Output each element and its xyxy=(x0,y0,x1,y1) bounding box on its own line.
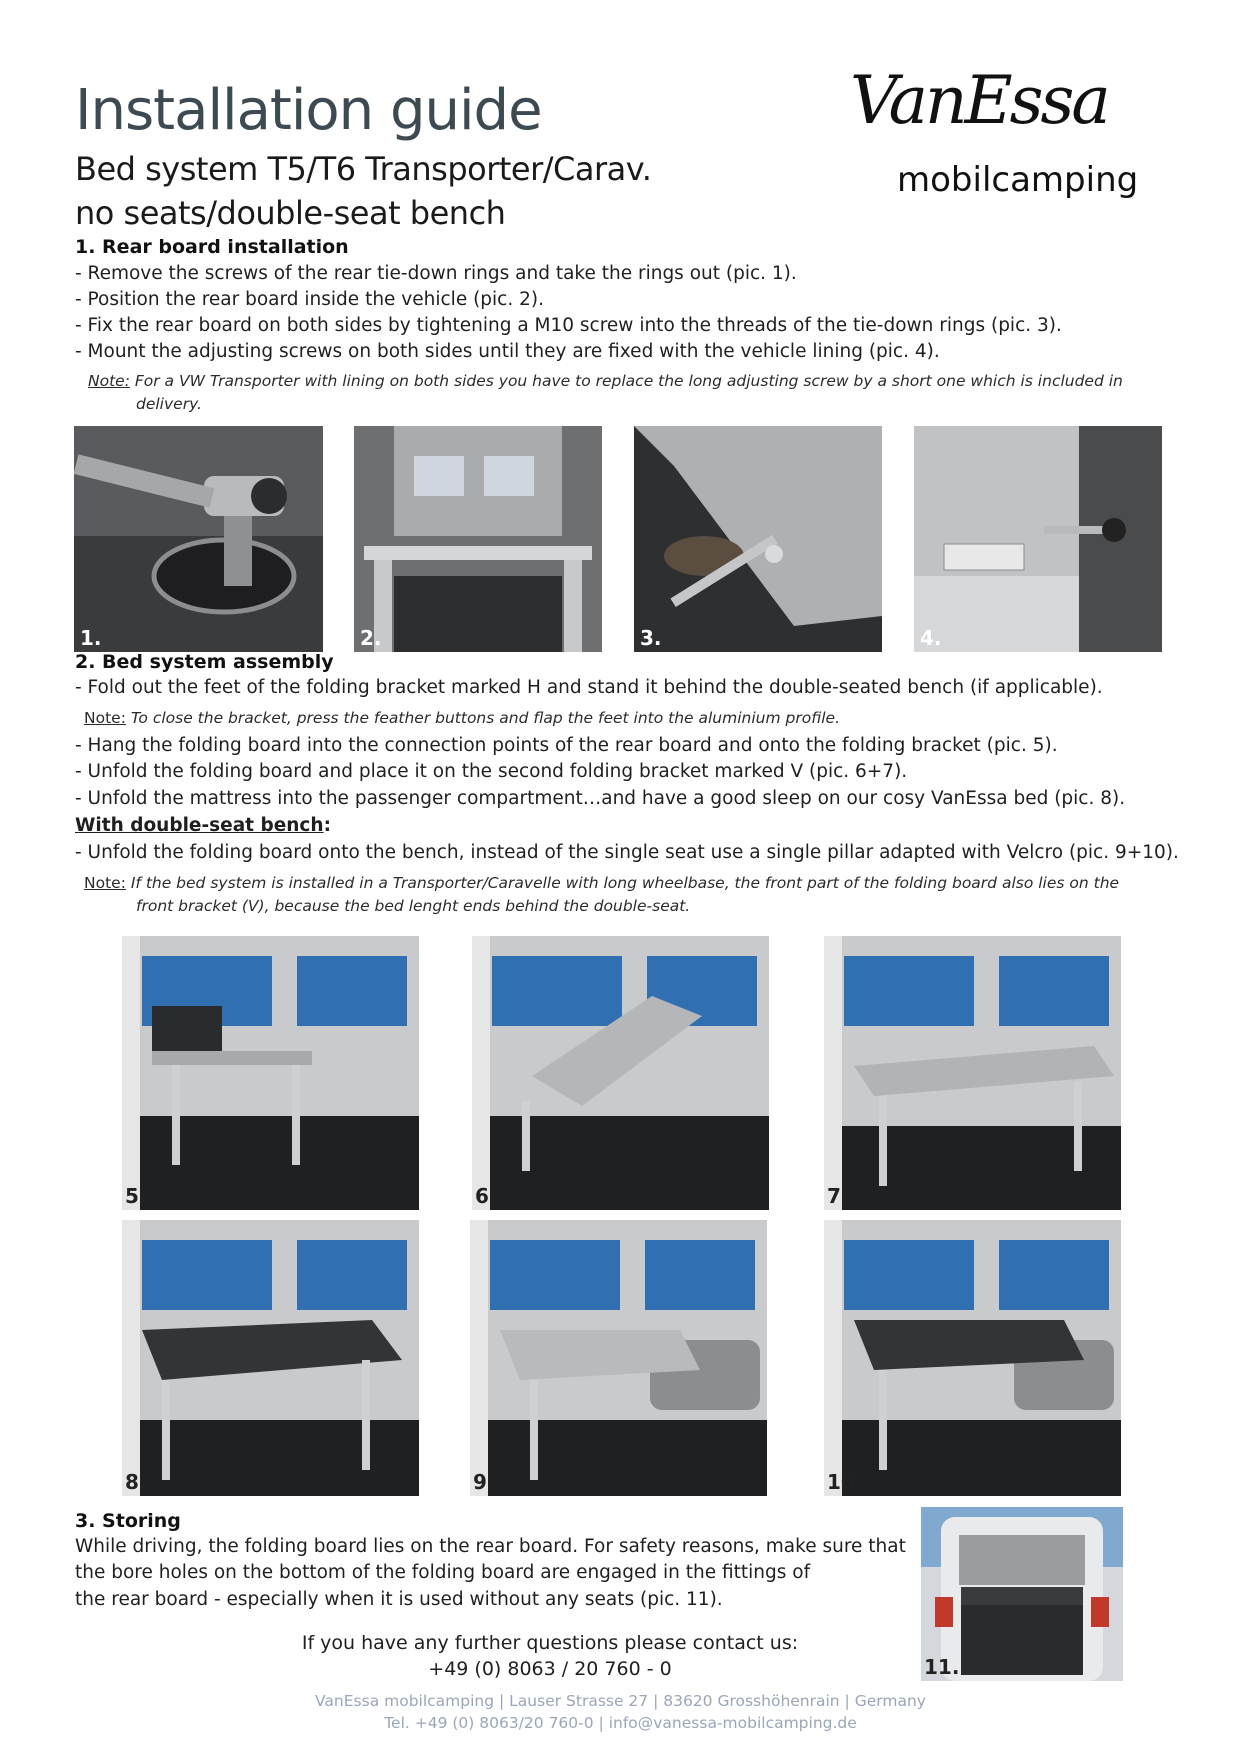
logo-subtitle: mobilcamping xyxy=(897,160,1139,200)
section2-note2 xyxy=(84,874,1119,892)
photo-11-van-rear xyxy=(921,1507,1123,1681)
footer-contact: Tel. +49 (0) 8063/20 760-0 | info@vanessa-mobilcamping.de xyxy=(384,1714,857,1732)
section1-step: - Position the rear board inside the vehicle (pic. 2). xyxy=(75,289,544,310)
section2-note2-cont: front bracket (V), because the bed lenght ends behind the double-seat. xyxy=(136,897,691,915)
section1-note xyxy=(88,372,1123,390)
photo-6-unfolding-board xyxy=(472,936,769,1210)
photo-caption: 7. xyxy=(827,1184,849,1208)
photo-4-adjusting-screw xyxy=(914,426,1162,652)
section1-note-cont: delivery. xyxy=(136,395,202,413)
photo-9-bench-board xyxy=(470,1220,767,1496)
section2-note1 xyxy=(84,709,840,727)
section3-line: the bore holes on the bottom of the folding board are engaged in the fittings of xyxy=(75,1562,811,1583)
photo-7-board-on-bracket xyxy=(824,936,1121,1210)
section3-heading: 3. Storing xyxy=(75,1510,181,1532)
section1-step: - Fix the rear board on both sides by tightening a M10 screw into the threads of the tie-down rings (pic. 3). xyxy=(75,315,1062,336)
photo-1-tie-down-ring xyxy=(74,426,323,652)
photo-10-bench-mattress xyxy=(824,1220,1121,1496)
photo-caption: 1. xyxy=(80,626,102,650)
photo-3-m10-screw xyxy=(634,426,882,652)
section2-step: - Unfold the mattress into the passenger compartment…and have a good sleep on our cosy VanEssa bed (pic. 8). xyxy=(75,788,1126,809)
section2-bench-step: - Unfold the folding board onto the bench, instead of the single seat use a single pillar adapted with Velcro (pic. 9+10). xyxy=(75,842,1179,863)
page-subtitle-line1: Bed system T5/T6 Transporter/Carav. xyxy=(75,150,652,188)
bench-heading xyxy=(75,815,331,836)
photo-caption: 5. xyxy=(125,1184,147,1208)
footer-address: VanEssa mobilcamping | Lauser Strasse 27 | 83620 Grosshöhenrain | Germany xyxy=(315,1692,926,1710)
note-label: Note: xyxy=(88,372,130,390)
photo-caption: 11. xyxy=(924,1655,960,1679)
section3-line: the rear board - especially when it is used without any seats (pic. 11). xyxy=(75,1589,723,1610)
section1-step: - Remove the screws of the rear tie-down rings and take the rings out (pic. 1). xyxy=(75,263,797,284)
section2-heading: 2. Bed system assembly xyxy=(75,651,334,673)
section2-step: - Fold out the feet of the folding bracket marked H and stand it behind the double-seated bench (if applicable). xyxy=(75,677,1103,698)
note-label: Note: xyxy=(84,874,126,892)
bench-heading-colon: : xyxy=(323,815,331,836)
note-text: For a VW Transporter with lining on both sides you have to replace the long adjusting screw by a short one which is included in xyxy=(134,372,1123,390)
photo-8-mattress xyxy=(122,1220,419,1496)
photo-caption: 10 xyxy=(827,1470,855,1494)
section1-heading: 1. Rear board installation xyxy=(75,236,349,258)
page-subtitle-line2: no seats/double-seat bench xyxy=(75,194,506,232)
page-title: Installation guide xyxy=(75,78,542,143)
photo-caption: 6. xyxy=(475,1184,497,1208)
note-text: To close the bracket, press the feather buttons and flap the feet into the aluminium profile. xyxy=(130,709,840,727)
photo-caption: 3. xyxy=(640,626,662,650)
photo-caption: 4. xyxy=(920,626,942,650)
section3-line: While driving, the folding board lies on the rear board. For safety reasons, make sure that xyxy=(75,1536,906,1557)
note-label: Note: xyxy=(84,709,126,727)
section1-step: - Mount the adjusting screws on both sides until they are fixed with the vehicle lining (pic. 4). xyxy=(75,341,940,362)
contact-line1: If you have any further questions please contact us: xyxy=(301,1632,799,1654)
note-text: If the bed system is installed in a Transporter/Caravelle with long wheelbase, the front part of the folding board also lies on the xyxy=(130,874,1120,892)
bench-heading-text: With double-seat bench xyxy=(75,815,324,836)
photo-caption: 2. xyxy=(360,626,382,650)
contact-phone: +49 (0) 8063 / 20 760 - 0 xyxy=(428,1658,672,1680)
photo-caption: 8. xyxy=(125,1470,147,1494)
logo-vanessa: VanEssa xyxy=(850,62,1108,139)
section2-step: - Unfold the folding board and place it on the second folding bracket marked V (pic. 6+7). xyxy=(75,761,908,782)
photo-5-folding-board xyxy=(122,936,419,1210)
photo-caption: 9. xyxy=(473,1470,495,1494)
section2-step: - Hang the folding board into the connection points of the rear board and onto the folding bracket (pic. 5). xyxy=(75,735,1058,756)
photo-2-rear-board xyxy=(354,426,602,652)
